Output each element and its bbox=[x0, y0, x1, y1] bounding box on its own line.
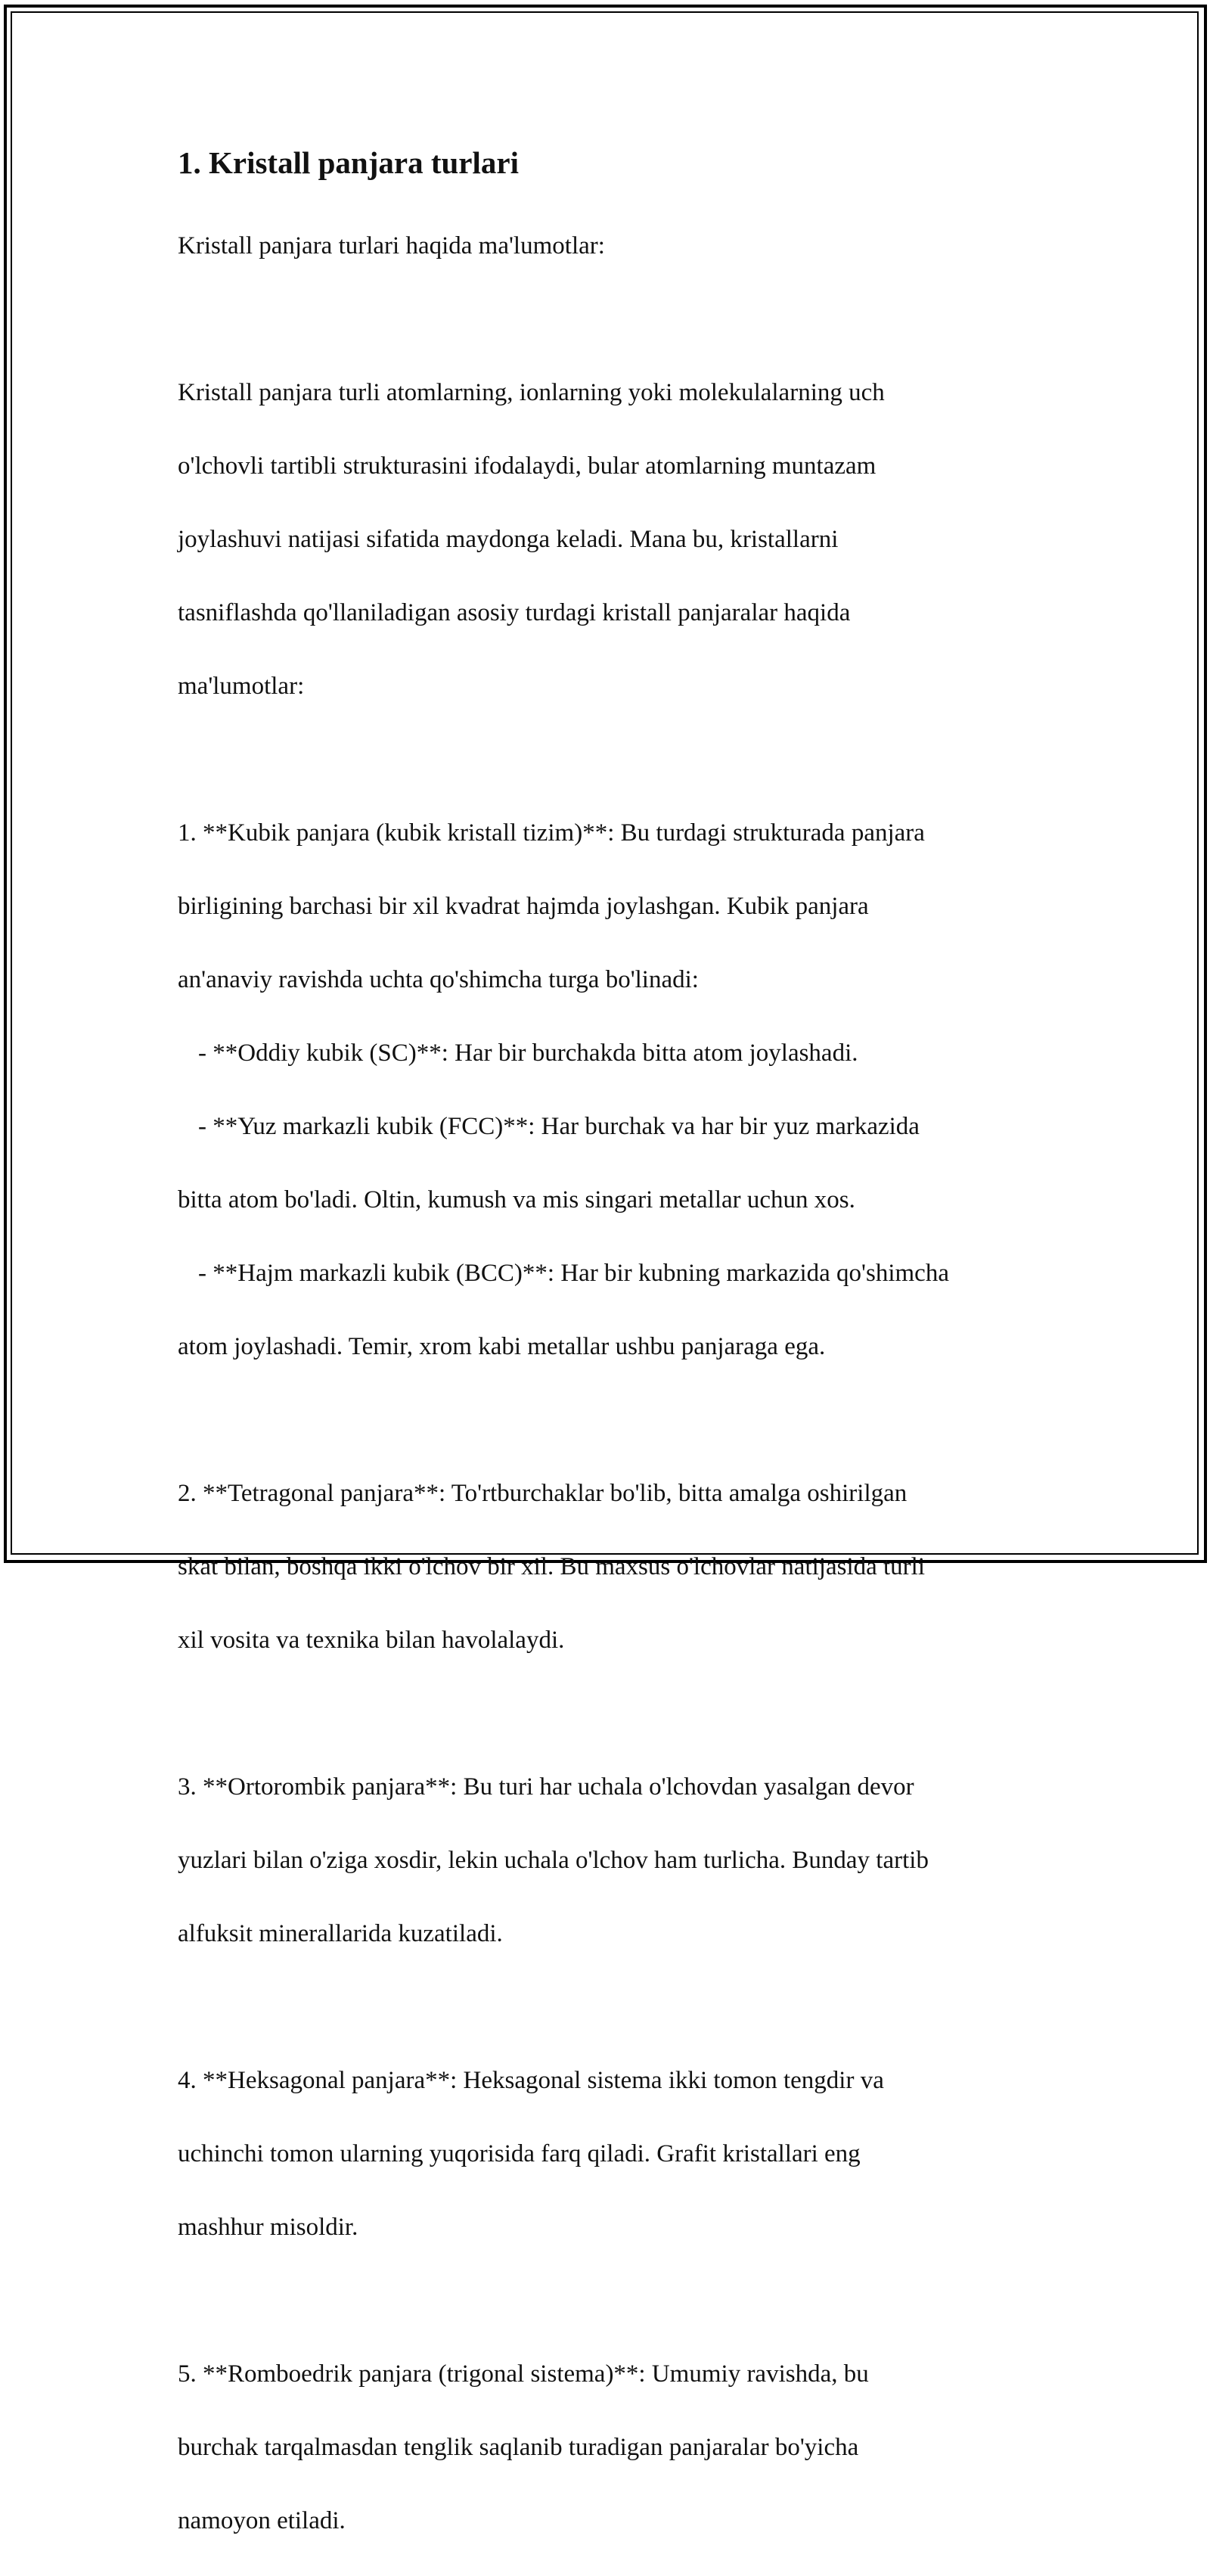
list-item-cubic bbox=[178, 778, 1040, 1402]
list-item-line: 4. **Heksagonal panjara**: Heksagonal sistema ikki tomon tengdir va bbox=[178, 2066, 884, 2094]
sub-item-simple-cubic: - **Oddiy kubik (SC)**: Har bir burchakda bitta atom joylashadi. bbox=[198, 1039, 858, 1067]
paragraph-line: Kristall panjara turli atomlarning, ionlarning yoki molekulalarning uch bbox=[178, 378, 885, 406]
list-item-line: 3. **Ortorombik panjara**: Bu turi har uchala o'lchovdan yasalgan devor bbox=[178, 1773, 914, 1801]
list-item-line: 5. **Romboedrik panjara (trigonal sistema)**: Umumiy ravishda, bu bbox=[178, 2360, 869, 2388]
sub-item-fcc-continued: bitta atom bo'ladi. Oltin, kumush va mis singari metallar uchun xos. bbox=[178, 1185, 855, 1213]
document-title: 1. Kristall panjara turlari bbox=[178, 145, 519, 180]
list-item-line: skat bilan, boshqa ikki o'lchov bir xil. Bu maxsus o'lchovlar natijasida turli bbox=[178, 1552, 926, 1580]
list-item-line: an'anaviy ravishda uchta qo'shimcha turga bo'linadi: bbox=[178, 965, 699, 993]
list-item-line: 2. **Tetragonal panjara**: To'rtburchaklar bo'lib, bitta amalga oshirilgan bbox=[178, 1479, 908, 1507]
intro-paragraph bbox=[178, 191, 1040, 301]
list-item-line: xil vosita va texnika bilan havolalaydi. bbox=[178, 1626, 565, 1654]
spacer bbox=[178, 2282, 1040, 2320]
list-item-line: burchak tarqalmasdan tenglik saqlanib turadigan panjaralar bo'yicha bbox=[178, 2433, 859, 2461]
list-item-rhombohedral bbox=[178, 2319, 1040, 2576]
definition-paragraph bbox=[178, 337, 1040, 741]
list-item-line: namoyon etiladi. bbox=[178, 2506, 346, 2534]
paragraph-line: ma'lumotlar: bbox=[178, 672, 305, 700]
list-item-line: alfuksit minerallarida kuzatiladi. bbox=[178, 1919, 503, 1947]
list-item-line: mashhur misoldir. bbox=[178, 2213, 358, 2241]
sub-item-bcc: - **Hajm markazli kubik (BCC)**: Har bir kubning markazida qo'shimcha bbox=[198, 1259, 949, 1287]
spacer bbox=[178, 741, 1040, 778]
list-item-orthorhombic bbox=[178, 1732, 1040, 1989]
sub-item-fcc: - **Yuz markazli kubik (FCC)**: Har burchak va har bir yuz markazida bbox=[198, 1112, 920, 1140]
spacer bbox=[178, 1402, 1040, 1439]
list-item-tetragonal bbox=[178, 1438, 1040, 1695]
paragraph-line: joylashuvi natijasi sifatida maydonga keladi. Mana bu, kristallarni bbox=[178, 525, 839, 553]
list-item-hexagonal bbox=[178, 2025, 1040, 2282]
intro-line: Kristall panjara turlari haqida ma'lumotlar: bbox=[178, 231, 605, 259]
list-item-line: yuzlari bilan o'ziga xosdir, lekin uchala o'lchov ham turlicha. Bunday tartib bbox=[178, 1846, 929, 1874]
paragraph-line: o'lchovli tartibli strukturasini ifodalaydi, bular atomlarning muntazam bbox=[178, 452, 876, 480]
spacer bbox=[178, 301, 1040, 338]
list-item-line: 1. **Kubik panjara (kubik kristall tizim)**: Bu turdagi strukturada panjara bbox=[178, 819, 925, 847]
paragraph-line: tasniflashda qo'llaniladigan asosiy turdagi kristall panjaralar haqida bbox=[178, 598, 851, 626]
list-item-line: birligining barchasi bir xil kvadrat hajmda joylashgan. Kubik panjara bbox=[178, 892, 869, 920]
spacer bbox=[178, 1989, 1040, 2026]
sub-item-bcc-continued: atom joylashadi. Temir, xrom kabi metallar ushbu panjaraga ega. bbox=[178, 1332, 826, 1360]
list-item-line: uchinchi tomon ularning yuqorisida farq qiladi. Grafit kristallari eng bbox=[178, 2139, 861, 2167]
spacer bbox=[178, 1695, 1040, 1732]
document-body bbox=[178, 136, 1040, 2576]
